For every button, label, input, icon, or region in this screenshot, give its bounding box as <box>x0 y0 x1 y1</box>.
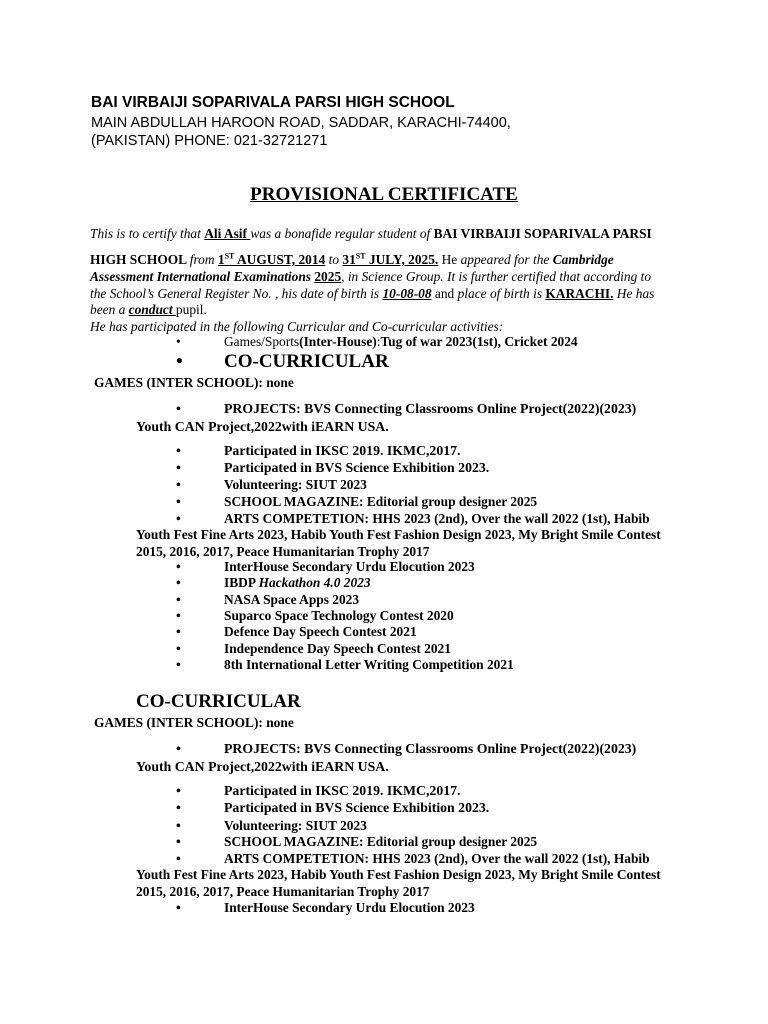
certificate-line-2 <box>90 251 614 268</box>
date-of-birth: 10-08-08 <box>382 286 432 301</box>
certificate-line-6: He has participated in the following Curricular and Co-curricular activities: <box>90 319 504 334</box>
projects-line-1 <box>176 400 636 418</box>
co-curricular-heading: CO-CURRICULAR <box>224 351 389 372</box>
item-text: Volunteering: SIUT 2023 <box>224 818 367 833</box>
item-text: SCHOOL MAGAZINE: Editorial group designer 2025 <box>224 834 538 849</box>
cert-text: was a bonafide regular student of <box>250 226 434 241</box>
games-sports-colon: : <box>376 334 381 349</box>
list-item <box>176 657 514 673</box>
item-text: InterHouse Secondary Urdu Elocution 2023 <box>224 900 475 915</box>
bullet: • <box>176 494 181 509</box>
item-text: SCHOOL MAGAZINE: Editorial group designer 2025 <box>224 494 538 509</box>
projects-line-1 <box>176 740 636 758</box>
list-item-games-sports <box>176 334 578 350</box>
item-text: Participated in IKSC 2019. IKMC,2017. <box>224 443 461 458</box>
games-sports-house: (Inter-House) <box>299 334 377 349</box>
bullet: • <box>176 818 181 833</box>
games-sports-label: Games/Sports <box>224 334 300 349</box>
from-day-suffix: ST <box>224 251 235 261</box>
section-heading-co-curricular <box>176 351 389 373</box>
cert-text: been a <box>90 302 129 317</box>
item-text: 8th International Letter Writing Competition 2021 <box>224 657 514 672</box>
place-of-birth: KARACHI. <box>545 286 614 301</box>
bullet: • <box>176 351 183 372</box>
list-item <box>176 608 454 624</box>
projects-line-2: Youth CAN Project,2022with iEARN USA. <box>136 418 389 434</box>
certificate-line-1 <box>90 225 652 242</box>
cert-text: This is to certify that <box>90 226 205 241</box>
list-item <box>176 592 359 608</box>
bullet: • <box>176 641 181 656</box>
list-item <box>176 443 460 459</box>
arts-line-2: Youth Fest Fine Arts 2023, Habib Youth Fest Fashion Design 2023, My Bright Smile Contest <box>136 867 661 883</box>
item-text: InterHouse Secondary Urdu Elocution 2023 <box>224 559 475 574</box>
list-item <box>176 834 537 850</box>
cert-text: He <box>438 252 461 267</box>
exam-year: 2025 <box>314 269 342 284</box>
list-item-arts <box>136 511 661 560</box>
item-text: Suparco Space Technology Contest 2020 <box>224 608 454 623</box>
exam-board: Assessment International Examinations <box>90 269 315 284</box>
bullet: • <box>176 608 181 623</box>
list-item <box>176 559 475 575</box>
item-text: IBDP <box>224 575 259 590</box>
list-item <box>176 460 489 476</box>
bullet: • <box>176 334 181 349</box>
bullet: • <box>176 657 181 672</box>
school-address-line-2: (PAKISTAN) PHONE: 021-32721271 <box>91 133 328 149</box>
bullet: • <box>176 834 181 849</box>
projects-line-2: Youth CAN Project,2022with iEARN USA. <box>136 758 389 774</box>
certificate-line-5 <box>90 301 207 318</box>
bullet: • <box>176 783 181 798</box>
list-item <box>176 494 537 510</box>
bullet: • <box>176 477 181 492</box>
from-day: 1 <box>217 252 225 267</box>
list-item-projects <box>136 740 637 775</box>
student-name: Ali Asif <box>204 226 251 241</box>
list-item <box>176 624 417 640</box>
list-item <box>176 818 367 834</box>
item-text-italic: Hackathon 4.0 2023 <box>258 575 371 590</box>
bullet: • <box>176 741 181 756</box>
cert-text: place of birth is <box>457 286 546 301</box>
list-item <box>176 783 460 799</box>
school-address-line-1: MAIN ABDULLAH HAROON ROAD, SADDAR, KARACHI-74400, <box>91 115 511 131</box>
certificate-line-4 <box>90 285 654 302</box>
item-text: NASA Space Apps 2023 <box>224 592 360 607</box>
list-item <box>176 641 451 657</box>
bullet: • <box>176 559 181 574</box>
bullet: • <box>176 575 181 590</box>
certificate-line-3 <box>90 268 651 285</box>
certificate-title: PROVISIONAL CERTIFICATE <box>250 184 518 205</box>
cert-text: and <box>431 286 458 301</box>
bullet: • <box>176 851 181 866</box>
to-date <box>342 252 438 267</box>
bullet: • <box>176 460 181 475</box>
item-text: Independence Day Speech Contest 2021 <box>224 641 451 656</box>
arts-line-1 <box>176 851 701 867</box>
to-month-year: JULY, 2025. <box>365 252 439 267</box>
to-day-suffix: ST <box>355 251 366 261</box>
cert-text: , in Science Group. It is further certified that according to <box>341 269 652 284</box>
exam-board: Cambridge <box>552 252 614 267</box>
arts-text: ARTS COMPETETION: HHS 2023 (2nd), Over the wall 2022 (1st), Habib <box>224 851 650 866</box>
arts-line-1 <box>176 511 701 527</box>
from-month-year: AUGUST, 2014 <box>234 252 326 267</box>
cert-text: to <box>325 252 343 267</box>
item-text: Volunteering: SIUT 2023 <box>224 477 367 492</box>
games-inter-school: GAMES (INTER SCHOOL): none <box>94 715 294 730</box>
arts-line-3: 2015, 2016, 2017, Peace Humanitarian Trophy 2017 <box>136 543 430 559</box>
bullet: • <box>176 592 181 607</box>
arts-line-3: 2015, 2016, 2017, Peace Humanitarian Trophy 2017 <box>136 883 430 899</box>
cert-text: from <box>189 252 218 267</box>
school-name-inline: BAI VIRBAIJI SOPARIVALA PARSI <box>433 226 652 241</box>
projects-text: PROJECTS: BVS Connecting Classrooms Online Project(2022)(2023) <box>224 401 637 416</box>
section-heading-co-curricular-2: CO-CURRICULAR <box>136 691 301 712</box>
games-inter-school: GAMES (INTER SCHOOL): none <box>94 375 294 390</box>
conduct: conduct <box>128 302 176 317</box>
cert-text: appeared for the <box>460 252 553 267</box>
list-item-projects <box>136 400 637 435</box>
arts-text: ARTS COMPETETION: HHS 2023 (2nd), Over the wall 2022 (1st), Habib <box>224 511 650 526</box>
list-item <box>176 800 489 816</box>
bullet: • <box>176 800 181 815</box>
item-text: Participated in IKSC 2019. IKMC,2017. <box>224 783 461 798</box>
cert-text: pupil. <box>175 302 207 317</box>
school-name: BAI VIRBAIJI SOPARIVALA PARSI HIGH SCHOOL <box>91 94 455 111</box>
arts-line-2: Youth Fest Fine Arts 2023, Habib Youth Fest Fashion Design 2023, My Bright Smile Contest <box>136 527 661 543</box>
list-item <box>176 575 371 591</box>
list-item-arts <box>136 851 661 900</box>
item-text: Participated in BVS Science Exhibition 2023. <box>224 800 490 815</box>
bullet: • <box>176 511 181 526</box>
item-text: Defence Day Speech Contest 2021 <box>224 624 417 639</box>
from-date <box>218 252 325 267</box>
list-item <box>176 900 475 916</box>
projects-text: PROJECTS: BVS Connecting Classrooms Online Project(2022)(2023) <box>224 741 637 756</box>
to-day: 31 <box>342 252 356 267</box>
bullet: • <box>176 401 181 416</box>
bullet: • <box>176 900 181 915</box>
games-sports-value: Tug of war 2023(1st), Cricket 2024 <box>380 334 578 349</box>
cert-text: He has <box>613 286 655 301</box>
list-item <box>176 477 367 493</box>
school-name-inline: HIGH SCHOOL <box>90 252 190 267</box>
bullet: • <box>176 443 181 458</box>
bullet: • <box>176 624 181 639</box>
cert-text: the School’s General Register No. , his date of birth is <box>90 286 383 301</box>
item-text: Participated in BVS Science Exhibition 2023. <box>224 460 490 475</box>
